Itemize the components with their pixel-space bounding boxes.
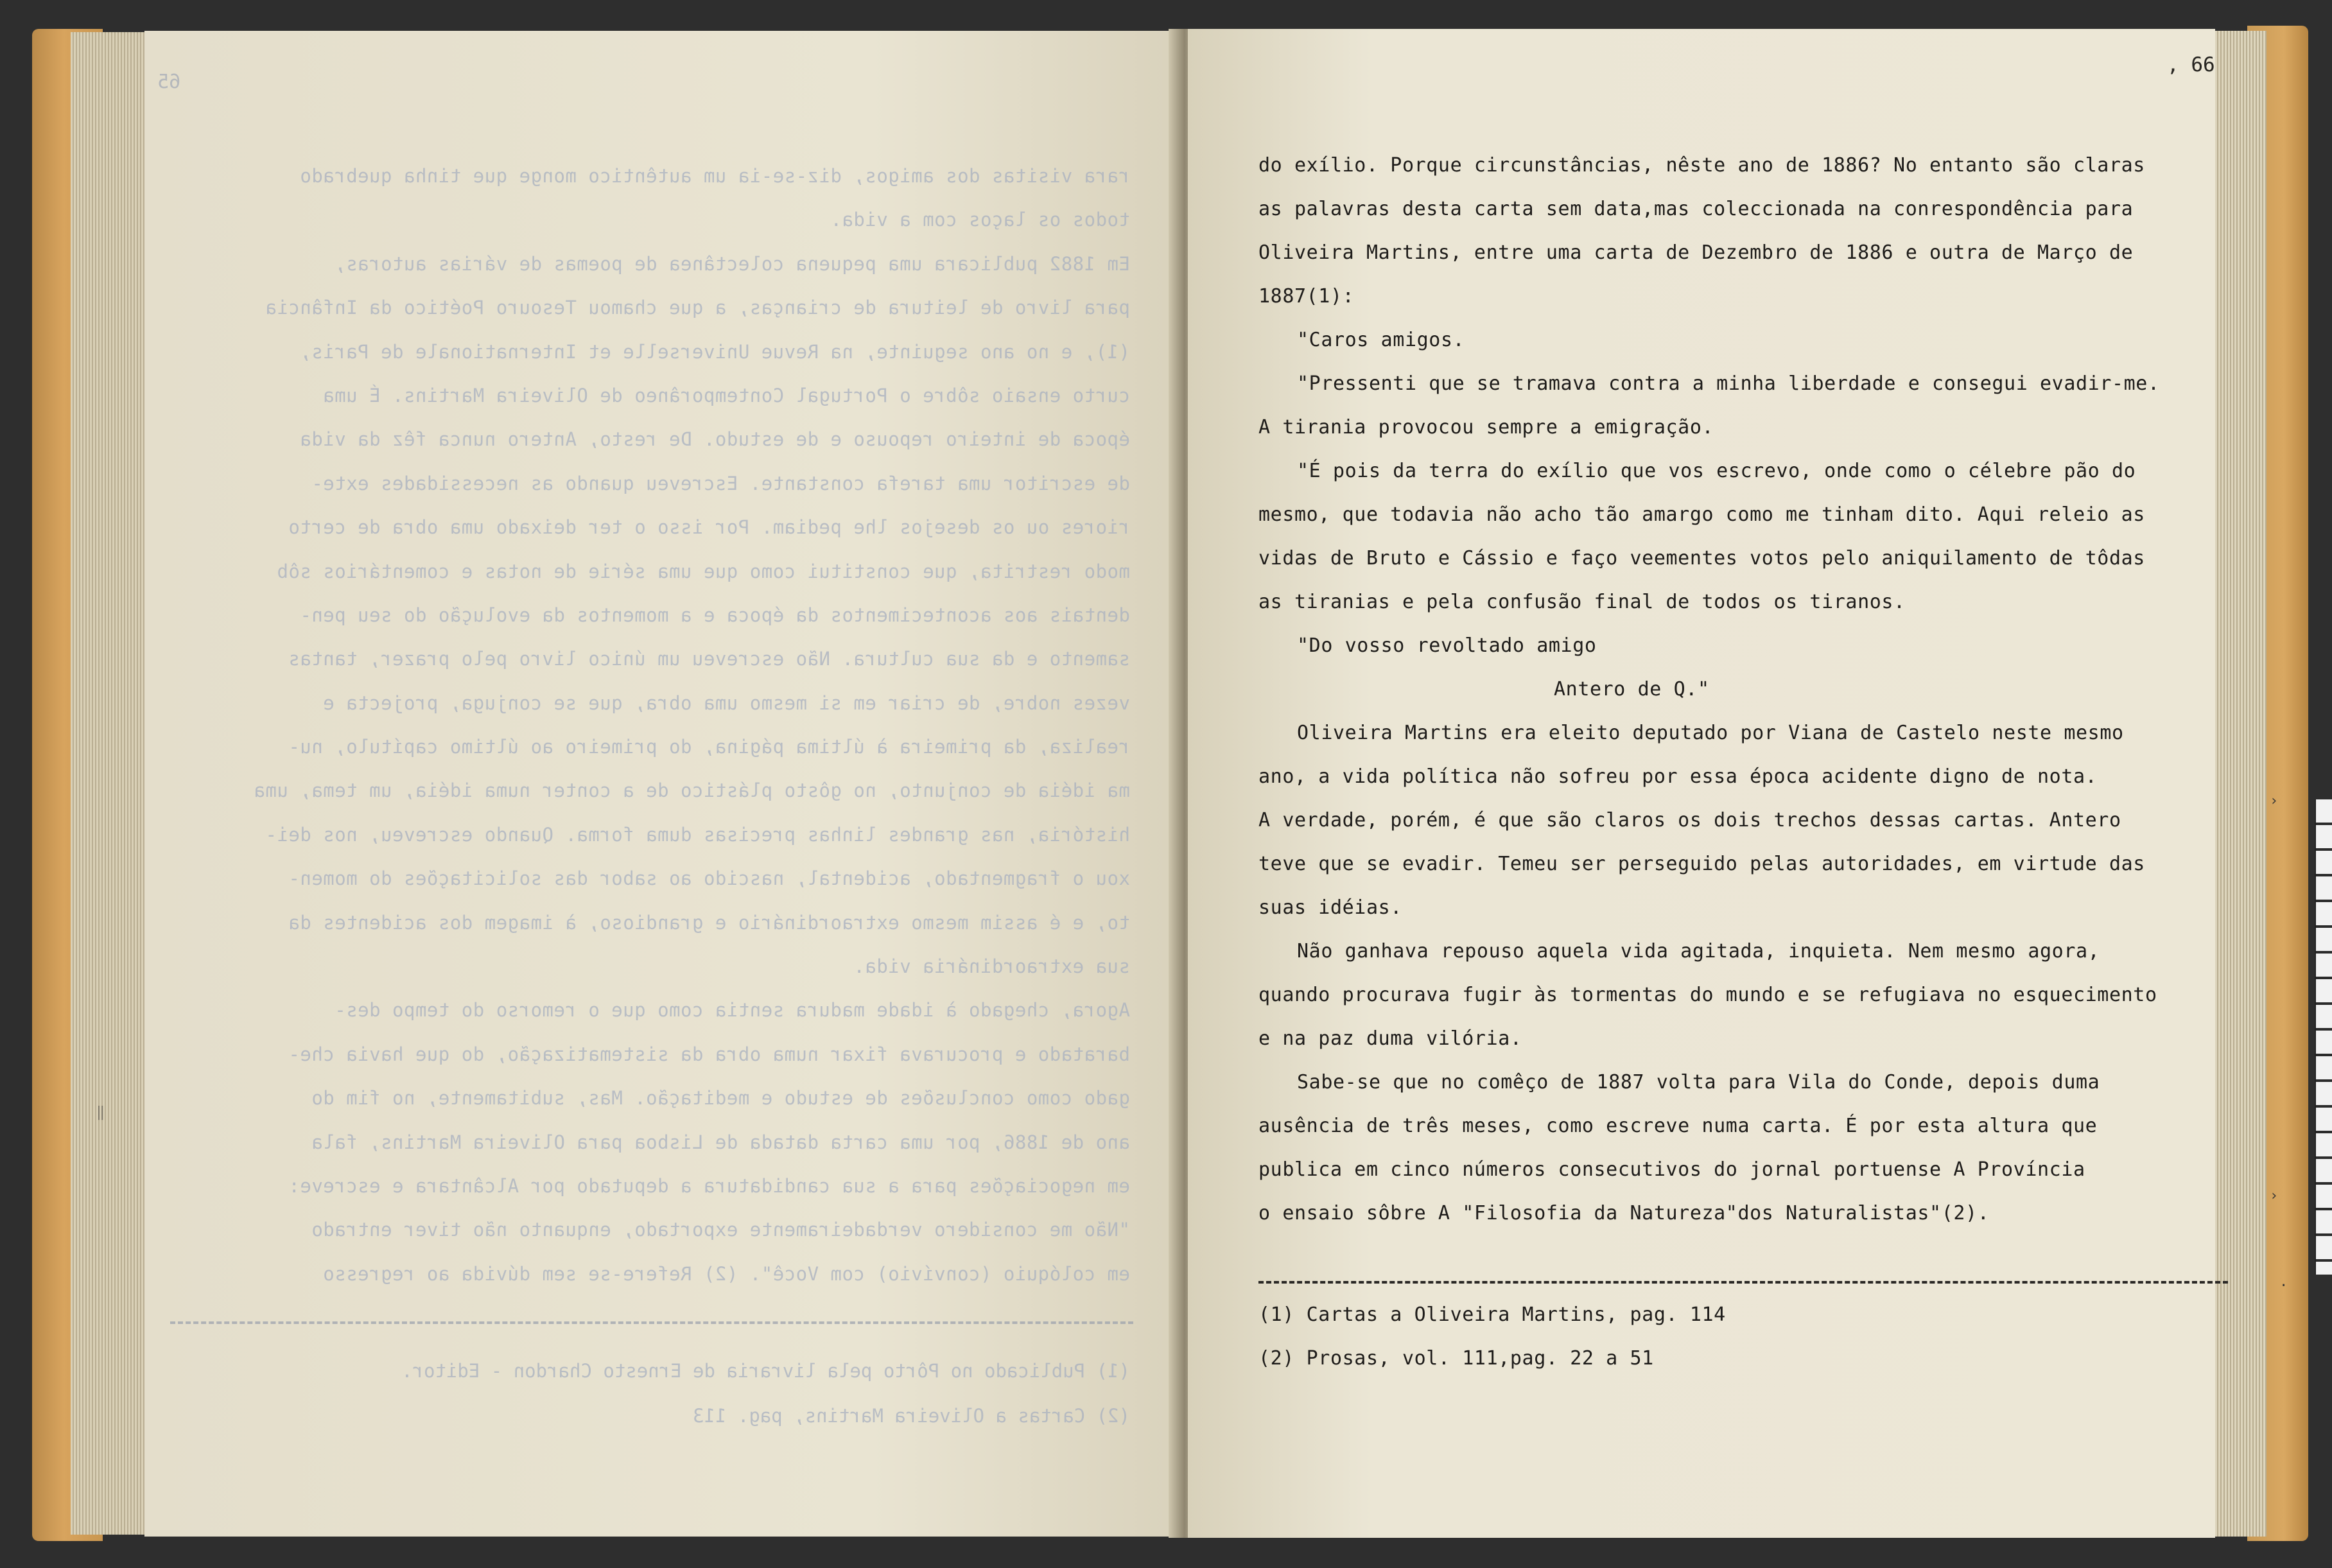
bleed-line: baratado e procurava fixar numa obra da sistematização, do que havia che- [288, 1043, 1130, 1065]
bleed-line: samento e da sua cultura. Não escreveu um único livro pelo prazer, tantas [288, 648, 1130, 670]
text-line: teve que se evadir. Temeu ser perseguido pelas autoridades, em virtude das [1258, 853, 2145, 875]
text-line: "É pois da terra do exílio que vos escrevo, onde como o célebre pão do [1297, 460, 2136, 482]
left-page-bleed-footnotes [167, 1348, 1130, 1438]
signature-line: Antero de Q." [1554, 678, 1710, 701]
bleed-line: ano de 1886, por uma carta datada de Lisboa para Oliveira Martins, fala [311, 1131, 1130, 1153]
color-scale-bar [2315, 799, 2332, 1275]
left-page-bleed-text [167, 154, 1130, 1296]
text-line: "Caros amigos. [1297, 329, 1465, 351]
text-line: do exílio. Porque circunstâncias, nêste ano de 1886? No entanto são claras [1258, 154, 2145, 177]
text-line: ausência de três meses, como escreve numa carta. É por esta altura que [1258, 1115, 2098, 1137]
bleed-line: riores ou os desejos lhe pediam. Por isso o ter deixado uma obra de certo [288, 516, 1130, 539]
margin-mark: › [2270, 1188, 2279, 1204]
margin-mark: · [2279, 1278, 2288, 1294]
text-line: A tirania provocou sempre a emigração. [1258, 416, 1714, 439]
bleed-line: de escritor uma tarefa constante. Escreveu quando as necessidades exte- [311, 472, 1130, 494]
bleed-line: em colóquio (convívio) com Você". (2) Refere-se sem dúvida ao regresso [322, 1262, 1130, 1285]
footnote-separator [1258, 1281, 2228, 1284]
text-line: "Do vosso revoltado amigo [1297, 634, 1597, 657]
bleed-line: época de inteiro repouso e de estudo. De resto, Antero nunca fêz da vida [299, 428, 1130, 451]
text-line: as tiranias e pela confusão final de todos os tiranos. [1258, 591, 1906, 613]
text-line: Oliveira Martins era eleito deputado por Viana de Castelo neste mesmo [1297, 722, 2124, 744]
text-line: publica em cinco números consecutivos do jornal portuense A Província [1258, 1158, 2085, 1181]
bleed-line: vezes nobre, de criar em si mesmo uma obra, que se conjuga, projecta e [322, 692, 1130, 714]
text-line: vidas de Bruto e Cássio e faço veementes votos pelo aniquilamento de tôdas [1258, 547, 2145, 570]
bleed-line: Em 1882 publicara uma pequena colectânea de poemas de várias autoras, [334, 252, 1130, 275]
text-line: A verdade, porém, é que são claros os dois trechos dessas cartas. Antero [1258, 809, 2121, 832]
bleed-line: rara visitas dos amigos, diz-se-ia um autêntico monge que tinha quebrado [299, 165, 1130, 187]
left-page-number-bleed: 65 [157, 71, 181, 93]
margin-mark: › [2270, 793, 2279, 809]
bleed-line: "Não me considero verdadeiramente exportado, enquanto não tiver entrado [311, 1219, 1130, 1241]
bleed-line: sua extraordinária vida. [853, 955, 1130, 978]
bleed-line: xou o fragmentado, acidental, nascido ao sabor das solicitações do momen- [288, 867, 1130, 890]
text-line: as palavras desta carta sem data,mas coleccionada na conrespondência para [1258, 198, 2134, 220]
bleed-line: dentais aos acontecimentos da época e a momentos da evolução do seu pen- [299, 604, 1130, 626]
bleed-line: (1), e no ano seguinte, na Revue Universelle et Internationale de Paris, [299, 340, 1130, 363]
text-line: o ensaio sôbre A "Filosofia da Natureza"dos Naturalistas"(2). [1258, 1202, 1990, 1224]
text-line: 1887(1): [1258, 285, 1355, 308]
text-line: "Pressenti que se tramava contra a minha liberdade e consegui evadir-me. [1297, 372, 2160, 395]
bleed-footnote: (2) Cartas a Oliveira Martins, pag. 113 [693, 1405, 1130, 1427]
text-line: mesmo, que todavia não acho tão amargo como me tinham dito. Aqui releio as [1258, 503, 2145, 526]
text-line: quando procurava fugir às tormentas do mundo e se refugiava no esquecimento [1258, 984, 2157, 1006]
text-line: Não ganhava repouso aquela vida agitada, inquieta. Nem mesmo agora, [1297, 940, 2100, 963]
bleed-footnote: (1) Publicado no Pôrto pela livraria de Ernesto Chardon - Editor. [401, 1360, 1130, 1382]
bleed-line: Agora, chegado à idade madura sentia como que o remorso do tempo des- [334, 999, 1130, 1022]
page-edges-left [71, 32, 148, 1535]
text-line: suas idéias. [1258, 896, 1402, 919]
text-line: Sabe-se que no comêço de 1887 volta para Vila do Conde, depois duma [1297, 1071, 2100, 1093]
footnote: (2) Prosas, vol. 111,pag. 22 a 51 [1258, 1347, 1654, 1370]
bleed-line: história, nas grandes linhas precisas duma forma. Quando escreveu, nos dei- [265, 823, 1130, 846]
bleed-line: em negociações para a sua candidatura a deputado por Alcântara e escreve: [288, 1174, 1130, 1197]
margin-mark: ‖ [96, 1104, 105, 1120]
bleed-line: ma idéia de conjunto, no gôsto plástico de a conter numa idéia, um tema, uma [254, 780, 1130, 802]
bleed-line: realiza, da primeira à última página, do primeiro ao último capítulo, nu- [288, 736, 1130, 758]
bleed-line: para livro de leitura de crianças, a que chamou Tesouro Poético da Infância [265, 297, 1130, 319]
bleed-line: to, e é assim mesmo extraordinário e grandioso, à imagem dos acidentes da [288, 911, 1130, 934]
page-edges-right [2209, 31, 2267, 1537]
text-line: e na paz duma vilória. [1258, 1027, 1522, 1050]
left-page-bleed-separator [170, 1321, 1133, 1324]
text-line: Oliveira Martins, entre uma carta de Dezembro de 1886 e outra de Março de [1258, 241, 2134, 264]
bleed-line: todos os laços com a vida. [830, 209, 1130, 231]
footnote: (1) Cartas a Oliveira Martins, pag. 114 [1258, 1303, 1726, 1326]
page-number: , 66 [2167, 53, 2215, 76]
bleed-line: gado como conclusões de estudo e meditação. Mas, subitamente, no fim do [311, 1087, 1130, 1110]
text-line: ano, a vida política não sofreu por essa época acidente digno de nota. [1258, 765, 2098, 788]
bleed-line: curto ensaio sôbre o Portugal Contemporâneo de Oliveira Martins. É uma [322, 384, 1130, 406]
bleed-line: modo restrita, que constitui como que uma série de notas e comentários sôb [276, 560, 1130, 582]
